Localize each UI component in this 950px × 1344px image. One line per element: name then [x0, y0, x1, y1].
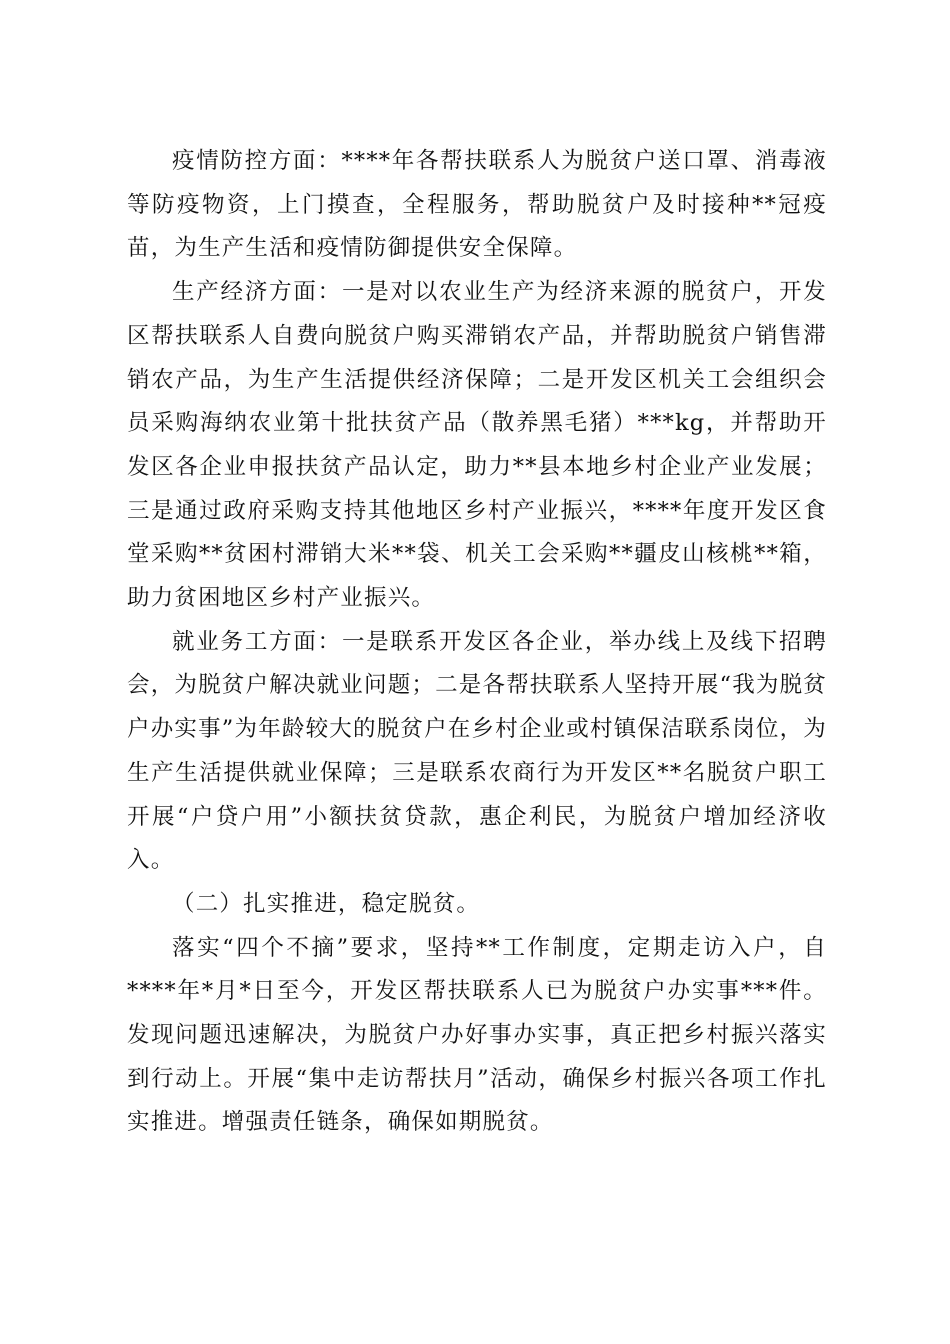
- document-body: [127, 140, 827, 1145]
- paragraph-employment: 就业务工方面：一是联系开发区各企业，举办线上及线下招聘会，为脱贫户解决就业问题；二是各帮扶联系人坚持开展“我为脱贫户办实事”为年龄较大的脱贫户在乡村企业或村镇保洁联系岗位，为生产生活提供就业保障；三是联系农商行为开发区**名脱贫户职工开展“户贷户用”小额扶贫贷款，惠企利民，为脱贫户增加经济收入。: [127, 628, 828, 874]
- paragraph-epidemic-prevention: 疫情防控方面：****年各帮扶联系人为脱贫户送口罩、消毒液等防疫物资，上门摸查，全程服务，帮助脱贫户及时接种**冠疫苗，为生产生活和疫情防御提供安全保障。: [127, 148, 827, 262]
- paragraph-four-not-remove: 落实“四个不摘”要求，坚持**工作制度，定期走访入户，自****年*月*日至今，开发区帮扶联系人已为脱贫户办实事***件。发现问题迅速解决，为脱贫户办好事办实事，真正把乡村振兴落实到行动上。开展“集中走访帮扶月”活动，确保乡村振兴各项工作扎实推进。增强责任链条，确保如期脱贫。: [127, 934, 827, 1136]
- paragraph-production-economy: 生产经济方面：一是对以农业生产为经济来源的脱贫户，开发区帮扶联系人自费向脱贫户购买滞销农产品，并帮助脱贫户销售滞销农产品，为生产生活提供经济保障；二是开发区机关工会组织会员采购海纳农业第十批扶贫产品（散养黑毛猪）***kg，并帮助开发区各企业申报扶贫产品认定，助力**县本地乡村企业产业发展；三是通过政府采购支持其他地区乡村产业振兴，****年度开发区食堂采购**贫困村滞销大米**袋、机关工会采购**疆皮山核桃**箱，助力贫困地区乡村产业振兴。: [127, 279, 827, 612]
- section-heading-steady-progress: （二）扎实推进，稳定脱贫。: [172, 890, 481, 917]
